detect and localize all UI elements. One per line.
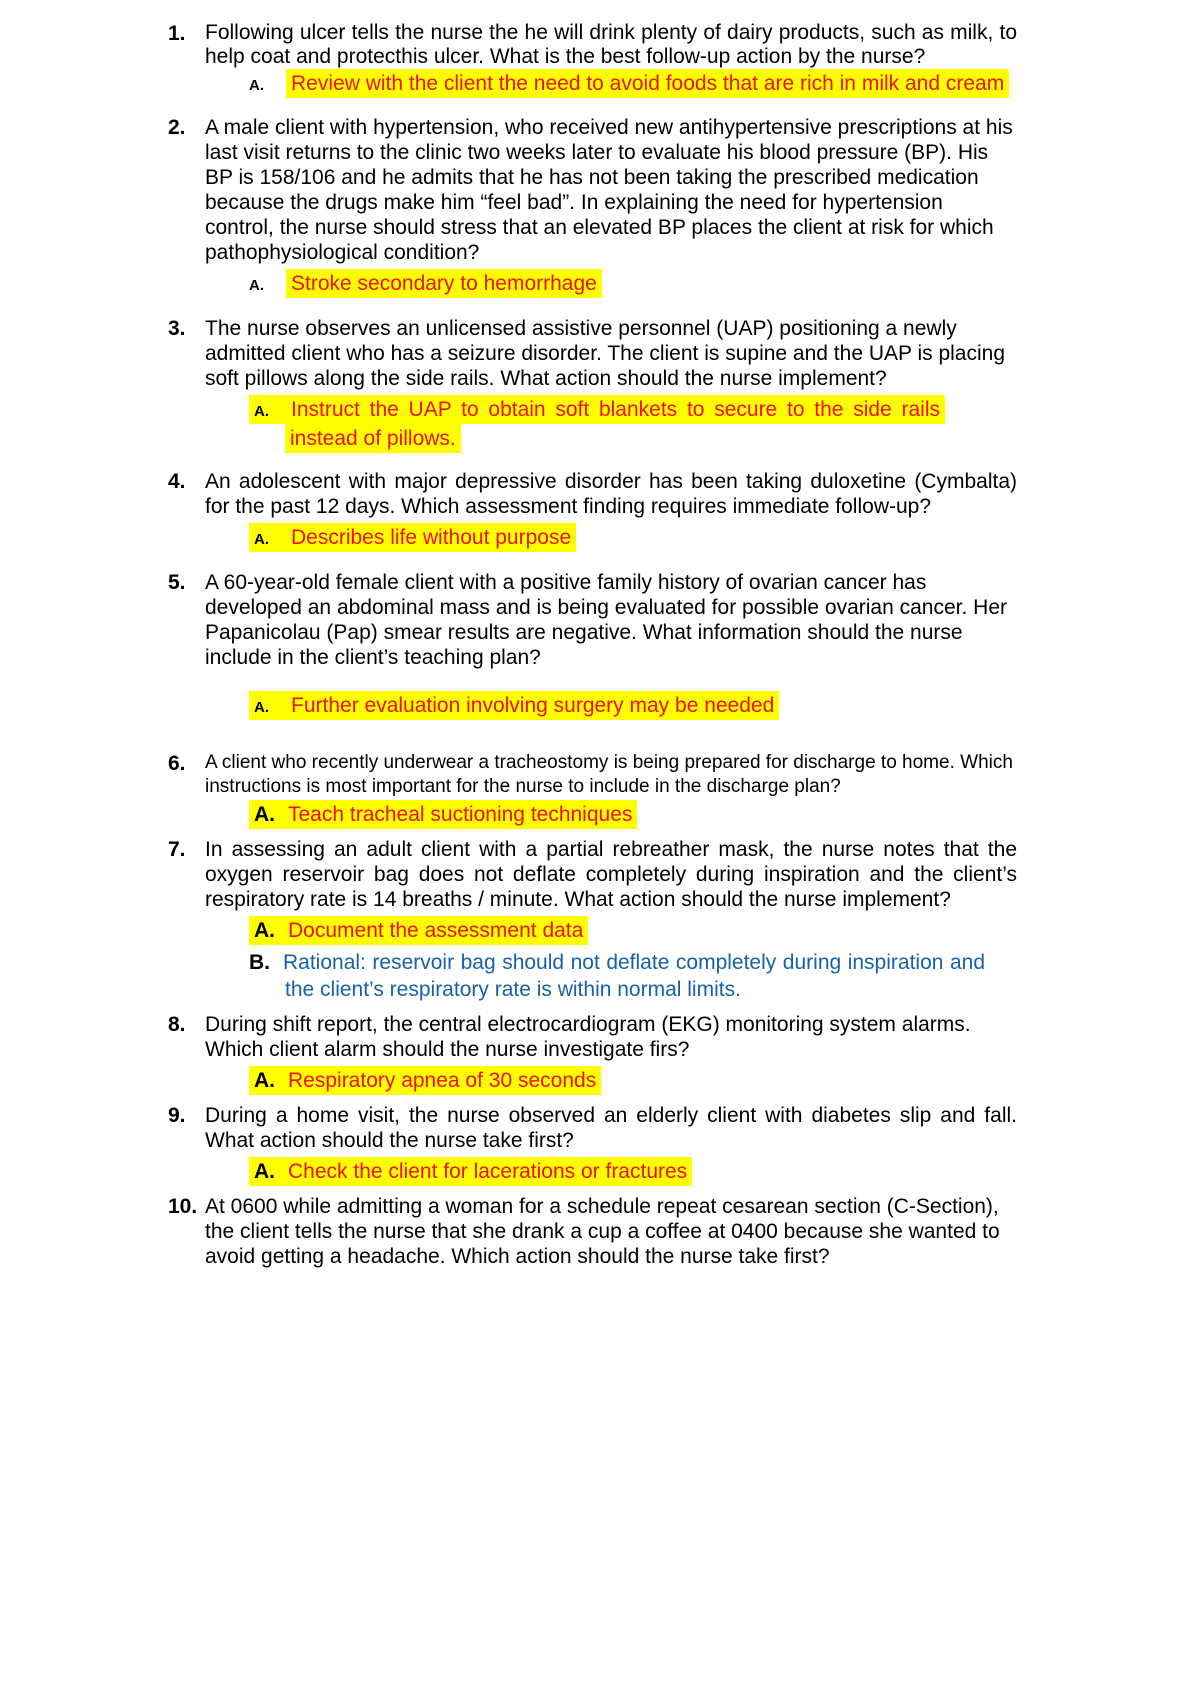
answer-option [205,801,1017,828]
question-5 [168,570,1136,721]
answer-option [205,1067,1017,1094]
answer-text: Rational: reservoir bag should not deflate completely during inspiration and the client’s respiratory rate is within normal limits. [283,951,985,1001]
answer-text: Further evaluation involving surgery may be needed [291,694,775,717]
question-text: A 60-year-old female client with a positive family history of ovarian cancer has developed an abdominal mass and is being evaluated for possible ovarian cancer. Her Papanicolau (Pap) smear results are negative. What information should the nurse include in the client’s teaching plan? [205,571,1007,669]
question-number: 9. [168,1104,186,1127]
question-text: At 0600 while admitting a woman for a schedule repeat cesarean section (C-Section), the client tells the nurse that she drank a cup a coffee at 0400 because she wanted to avoid getting a headache. Which action should the nurse take first? [205,1195,1000,1268]
answer-option [205,270,1017,299]
answer-label: A. [254,1160,275,1183]
answer-text: Respiratory apnea of 30 seconds [288,1069,597,1092]
answer-option [205,917,1017,944]
question-6 [168,751,1136,828]
answer-option [205,70,1017,99]
question-number: 8. [168,1013,186,1036]
answer-label: A. [254,1069,275,1092]
question-number: 4. [168,470,186,493]
answer-option [205,396,945,452]
answer-text: Instruct the UAP to obtain soft blankets to secure to the side rails instead of pillows. [290,398,940,450]
question-text: During a home visit, the nurse observed an elderly client with diabetes slip and fall. What action should the nurse take first? [205,1104,1017,1152]
answer-text: Stroke secondary to hemorrhage [291,272,597,295]
question-text: The nurse observes an unlicensed assistive personnel (UAP) positioning a newly admitted client who has a seizure disorder. The client is supine and the UAP is placing soft pillows along the side rails. What action should the nurse implement? [205,317,1006,390]
answer-label: A. [254,919,275,942]
answer-label: A. [249,277,264,294]
answer-option [205,692,1017,721]
answer-label: A. [254,403,269,420]
answer-text: Describes life without purpose [291,526,572,549]
answer-label: A. [254,699,269,716]
question-8 [168,1012,1136,1094]
answer-label: A. [254,531,269,548]
question-number: 6. [168,752,186,775]
question-number: 1. [168,22,186,45]
question-9 [168,1103,1136,1185]
question-text: During shift report, the central electrocardiogram (EKG) monitoring system alarms. Which client alarm should the nurse investigate firs? [205,1013,971,1061]
question-number: 2. [168,116,186,139]
question-text: Following ulcer tells the nurse the he will drink plenty of dairy products, such as milk, to help coat and protecthis ulcer. What is the best follow-up action by the nurse? [205,21,1017,68]
answer-text: Review with the client the need to avoid foods that are rich in milk and cream [291,72,1005,95]
question-number: 5. [168,571,186,594]
question-number: 7. [168,838,186,861]
question-text: An adolescent with major depressive disorder has been taking duloxetine (Cymbalta) for the past 12 days. Which assessment finding requires immediate follow-up? [205,470,1017,518]
question-4 [168,469,1136,553]
answer-label: A. [249,77,264,94]
answer-option [205,1158,1017,1185]
answer-rationale [205,949,985,1003]
question-text: In assessing an adult client with a partial rebreather mask, the nurse notes that the oxygen reservoir bag does not deflate completely during inspiration and the client’s respiratory rate is 14 breaths / minute. What action should the nurse implement? [205,838,1017,911]
question-text: A client who recently underwear a tracheostomy is being prepared for discharge to home. Which instructions is most important for the nurse to include in the discharge plan? [205,752,1013,797]
answer-label: B. [249,951,270,974]
answer-label: A. [254,803,275,826]
answer-text: Teach tracheal suctioning techniques [288,803,633,826]
question-7 [168,837,1136,1003]
question-3 [168,316,1136,452]
answer-option [205,524,1017,553]
answer-text: Check the client for lacerations or fractures [288,1160,688,1183]
answer-text: Document the assessment data [288,919,584,942]
question-number: 10. [168,1195,198,1218]
question-1 [168,21,1136,99]
question-2 [168,115,1136,299]
question-number: 3. [168,317,186,340]
question-text: A male client with hypertension, who received new antihypertensive prescriptions at his last visit returns to the clinic two weeks later to evaluate his blood pressure (BP). His BP is 158/106 and he admits that he has not been taking the prescribed medication because the drugs make him “feel bad”. In explaining the need for hypertension control, the nurse should stress that an elevated BP places the client at risk for which pathophysiological condition? [205,116,1013,264]
question-10 [168,1194,1136,1269]
